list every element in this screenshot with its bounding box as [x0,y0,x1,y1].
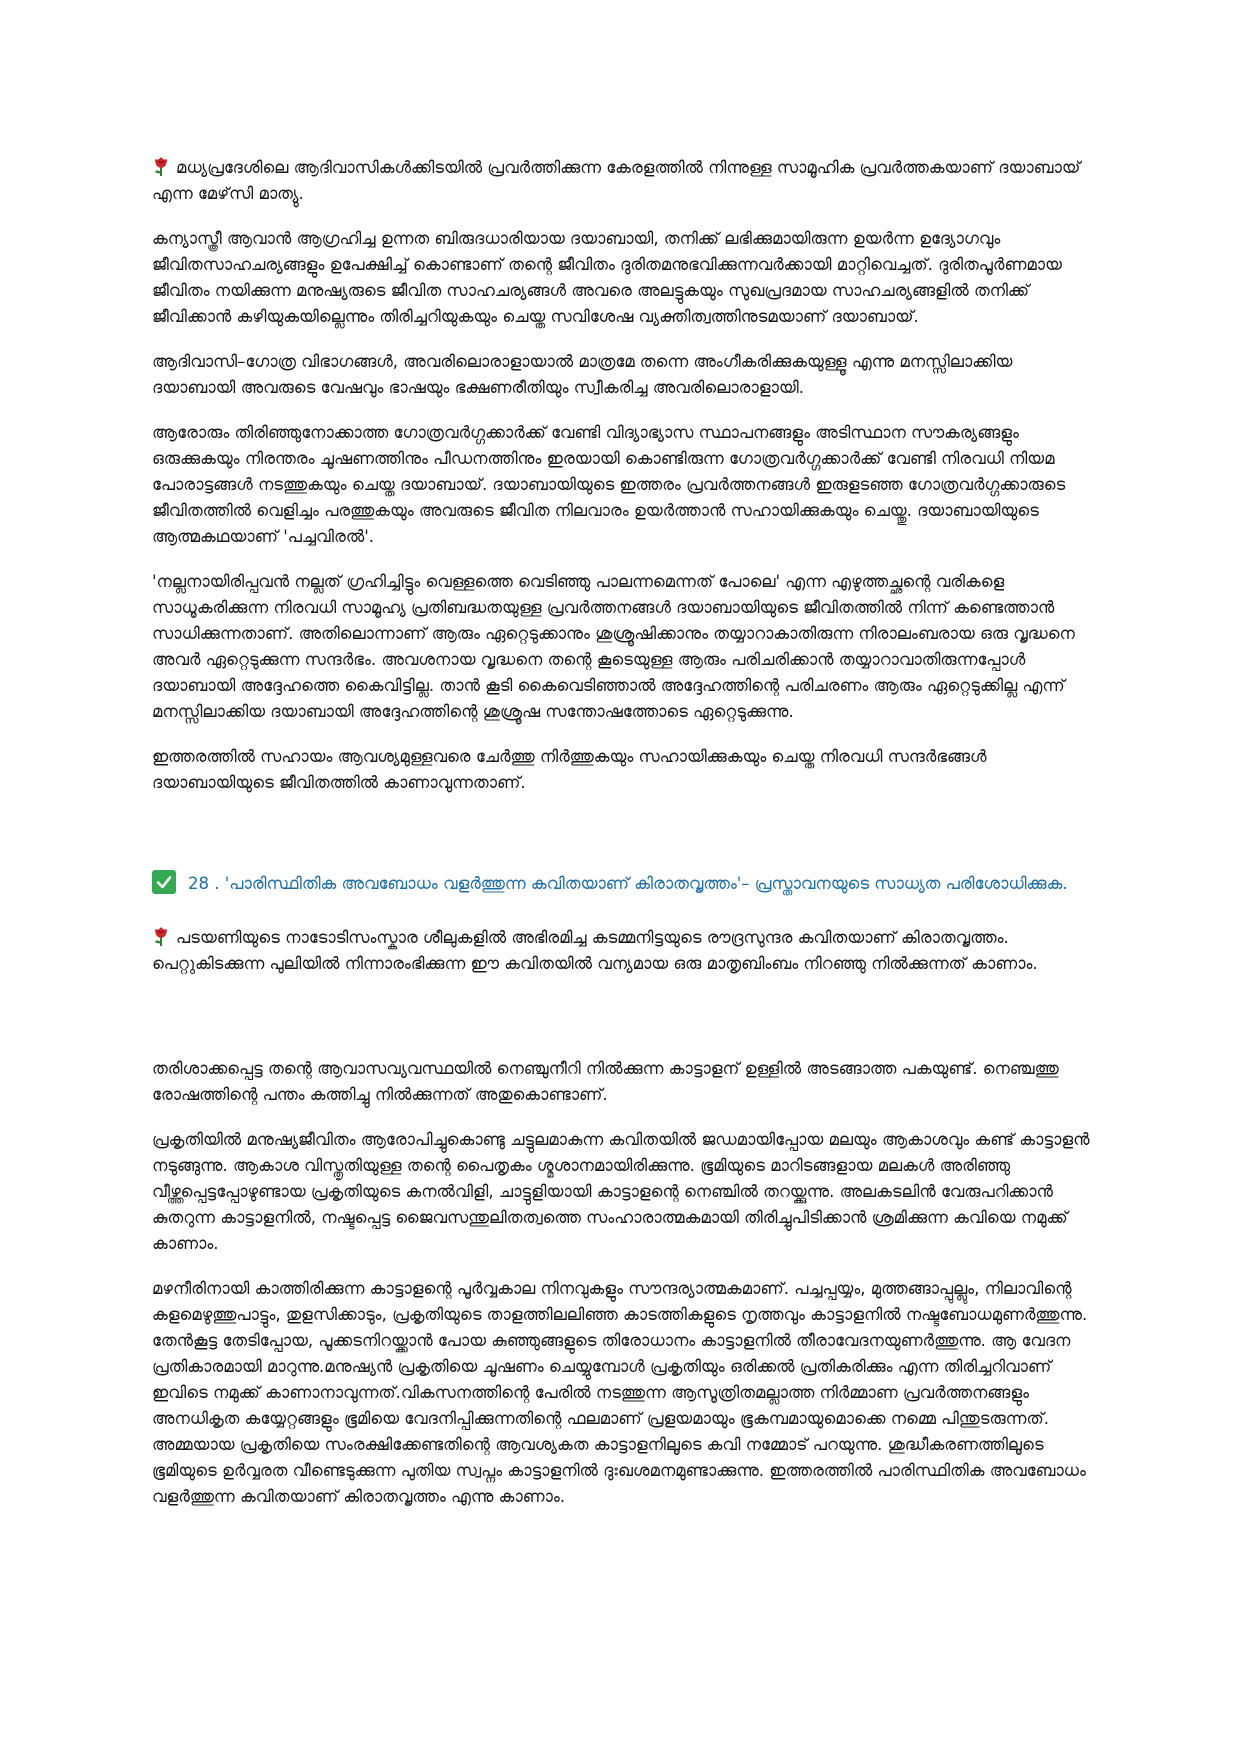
question-heading [152,870,1097,897]
paragraph: മഴനീരിനായി കാത്തിരിക്കുന്ന കാട്ടാളന്റെ പൂർവ്വകാല നിനവുകളും സൗന്ദര്യാത്മകമാണ്. പച്ചപ്പയ്യം, മുത്തങ്ങാപ്പുല്ലും, നിലാവിന്റെ കളമെഴുത്തുപാട്ടും, തുളസിക്കാടും, പ്രകൃതിയുടെ താളത്തിലലിഞ്ഞ കാടത്തികളുടെ നൃത്തവും കാട്ടാളനിൽ നഷ്ടബോധമുണർത്തുന്നു. തേൻകൂട്ട തേടിപ്പോയ, പൂക്കടനിറയ്ക്കാൻ പോയ കുഞ്ഞുങ്ങളുടെ തിരോധാനം കാട്ടാളനിൽ തീരാവേദനയുണർത്തുന്നു. ആ വേദന പ്രതികാരമായി മാറുന്നു.മനുഷ്യൻ പ്രകൃതിയെ ചൂഷണം ചെയ്യുമ്പോൾ പ്രകൃതിയും ഒരിക്കൽ പ്രതികരിക്കും എന്ന തിരിച്ചറിവാണ് ഇവിടെ നമുക്ക് കാണാനാവുന്നത്.വികസനത്തിന്റെ പേരിൽ നടത്തുന്ന ആസൂത്രിതമല്ലാത്ത നിർമ്മാണ പ്രവർത്തനങ്ങളും അനധികൃത കയ്യേറ്റങ്ങളും ഭൂമിയെ വേദനിപ്പിക്കുന്നതിന്റെ ഫലമാണ് പ്രളയമായും ഭൂകമ്പമായുമൊക്കെ നമ്മെ പിന്തുടരുന്നത്. അമ്മയായ പ്രകൃതിയെ സംരക്ഷിക്കേണ്ടതിന്റെ ആവശ്യകത കാട്ടാളനിലൂടെ കവി നമ്മോട് പറയുന്നു. ശുദ്ധീകരണത്തിലൂടെ ഭൂമിയുടെ ഉർവ്വരത വീണ്ടെടുക്കുന്ന പുതിയ സ്വപ്നം കാട്ടാളനിൽ ദുഃഖശമനമുണ്ടാക്കുന്നു. ഇത്തരത്തിൽ പാരിസ്ഥിതിക അവബോധം വളർത്തുന്ന കവിതയാണ് കിരാതവൃത്തം എന്നു കാണാം. [152,1279,1088,1506]
paragraph-intro [152,155,1097,207]
paragraph: 'നല്ലനായിരിപ്പവൻ നല്ലത് ഗ്രഹിച്ചിട്ടും വെള്ളത്തെ വെടിഞ്ഞു പാലന്നമെന്നത് പോലെ' എന്ന എഴുത്തച്ഛന്റെ വരികളെ സാധൂകരിക്കുന്ന നിരവധി സാമൂഹ്യ പ്രതിബദ്ധതയുള്ള പ്രവർത്തനങ്ങൾ ദയാബായിയുടെ ജീവിതത്തിൽ നിന്ന് കണ്ടെത്താൻ സാധിക്കുന്നതാണ്. അതിലൊന്നാണ് ആരും ഏറ്റെടുക്കാനും ശുശ്രൂഷിക്കാനും തയ്യാറാകാതിരുന്ന നിരാലംബരായ ഒരു വൃദ്ധനെ അവർ ഏറ്റെടുക്കുന്ന സന്ദർഭം. അവശനായ വൃദ്ധനെ തന്റെ കൂടെയുള്ള ആരും പരിചരിക്കാൻ തയ്യാറാവാതിരുന്നപ്പോൾ ദയാബായി അദ്ദേഹത്തെ കൈവിട്ടില്ല. താൻ കൂടി കൈവെടിഞ്ഞാൽ അദ്ദേഹത്തിന്റെ പരിചരണം ആരും ഏറ്റെടുക്കില്ല എന്ന് മനസ്സിലാക്കിയ ദയാബായി അദ്ദേഹത്തിന്റെ ശുശ്രൂഷ സന്തോഷത്തോടെ ഏറ്റെടുക്കുന്നു. [152,572,1075,721]
paragraph: പ്രകൃതിയിൽ മനുഷ്യജീവിതം ആരോപിച്ചുകൊണ്ടു ചട്ടുലമാകുന്ന കവിതയിൽ ജഡമായിപ്പോയ മലയും ആകാശവും കണ്ട് കാട്ടാളൻ നടുങ്ങുന്നു. ആകാശ വിസ്തൃതിയുള്ള തന്റെ പൈതൃകം ശ്മശാനമായിരിക്കുന്നു. ഭൂമിയുടെ മാറിടങ്ങളായ മലകൾ അരിഞ്ഞു വീഴ്ത്തപ്പെട്ടപ്പോഴുണ്ടായ പ്രകൃതിയുടെ കനൽവിളി, ചാട്ടുളിയായി കാട്ടാളന്റെ നെഞ്ചിൽ തറയ്ക്കുന്നു. അലകടലിൻ വേരുപറിക്കാൻ കുതറുന്ന കാട്ടാളനിൽ, നഷ്ടപ്പെട്ട ജൈവസന്തുലിതത്വത്തെ സംഹാരാത്മകമായി തിരിച്ചുപിടിക്കാൻ ശ്രമിക്കുന്ന കവിയെ നമുക്ക് കാണാം. [152,1130,1090,1253]
answer-intro-text: പടയണിയുടെ നാടോടിസംസ്കാര ശീലുകളിൽ അഭിരമിച്ച കടമ്മനിട്ടയുടെ രൗദ്രസുന്ദര കവിതയാണ് കിരാതവൃത്തം. പെറ്റുകിടക്കുന്ന പുലിയിൽ നിന്നാരംഭിക്കുന്ന ഈ കവിതയിൽ വന്യമായ ഒരു മാതൃബിംബം നിറഞ്ഞു നിൽക്കുന്നത് കാണാം. [152,928,1038,973]
question-text: 28 . 'പാരിസ്ഥിതിക അവബോധം വളർത്തുന്ന കവിതയാണ് കിരാതവൃത്തം'– പ്രസ്താവനയുടെ സാധ്യത പരിശോധിക്കുക. [188,874,1068,893]
check-mark-icon [152,870,176,894]
rose-icon [152,925,170,947]
paragraph-text: മധ്യപ്രദേശിലെ ആദിവാസികൾക്കിടയിൽ പ്രവർത്തിക്കുന്ന കേരളത്തിൽ നിന്നുള്ള സാമൂഹിക പ്രവർത്തകയാണ് ദയാബായ് എന്ന മേഴ്‌സി മാത്യു. [152,158,1081,203]
paragraph: തരിശാക്കപ്പെട്ട തന്റെ ആവാസവ്യവസ്ഥയിൽ നെഞ്ചുനീറി നിൽക്കുന്ന കാട്ടാളന് ഉള്ളിൽ അടങ്ങാത്ത പകയുണ്ട്. നെഞ്ചത്തു രോഷത്തിന്റെ പന്തം കത്തിച്ചു നിൽക്കുന്നത് അതുകൊണ്ടാണ്. [152,1059,1059,1104]
spacer [152,996,1097,1056]
paragraph: ആരോരും തിരിഞ്ഞുനോക്കാത്ത ഗോത്രവർഗ്ഗക്കാർക്ക് വേണ്ടി വിദ്യാഭ്യാസ സ്ഥാപനങ്ങളും അടിസ്ഥാന സൗകര്യങ്ങളും ഒരുക്കുകയും നിരന്തരം ചൂഷണത്തിനും പീഡനത്തിനും ഇരയായി കൊണ്ടിരുന്ന ഗോത്രവർഗ്ഗക്കാർക്ക് വേണ്ടി നിരവധി നിയമ പോരാട്ടങ്ങൾ നടത്തുകയും ചെയ്ത ദയാബായ്. ദയാബായിയുടെ ഇത്തരം പ്രവർത്തനങ്ങൾ ഇരുളടഞ്ഞ ഗോത്രവർഗ്ഗക്കാരുടെ ജീവിതത്തിൽ വെളിച്ചം പരത്തുകയും അവരുടെ ജീവിത നിലവാരം ഉയർത്താൻ സഹായിക്കുകയും ചെയ്തു. ദയാബായിയുടെ ആത്മകഥയാണ് 'പച്ചവിരൽ'. [152,423,1066,546]
paragraph: കന്യാസ്ത്രീ ആവാൻ ആഗ്രഹിച്ച ഉന്നത ബിരുദധാരിയായ ദയാബായി, തനിക്ക് ലഭിക്കുമായിരുന്ന ഉയർന്ന ഉദ്യോഗവും ജീവിതസാഹചര്യങ്ങളും ഉപേക്ഷിച്ച് കൊണ്ടാണ് തന്റെ ജീവിതം ദുരിതമനുഭവിക്കുന്നവർക്കായി മാറ്റിവെച്ചത്. ദുരിതപൂർണമായ ജീവിതം നയിക്കുന്ന മനുഷ്യരുടെ ജീവിത സാഹചര്യങ്ങൾ അവരെ അലട്ടുകയും സുഖപ്രദമായ സാഹചര്യങ്ങളിൽ തനിക്ക് ജീവിക്കാൻ കഴിയുകയില്ലെന്നും തിരിച്ചറിയുകയും ചെയ്ത സവിശേഷ വ്യക്തിത്വത്തിനുടമയാണ് ദയാബായ്. [152,229,1062,326]
rose-icon [152,155,170,177]
answer-intro [152,925,1097,977]
paragraph: ഇത്തരത്തിൽ സഹായം ആവശ്യമുള്ളവരെ ചേർത്തു നിർത്തുകയും സഹായിക്കുകയും ചെയ്ത നിരവധി സന്ദർഭങ്ങൾ ദയാബായിയുടെ ജീവിതത്തിൽ കാണാവുന്നതാണ്. [152,747,987,792]
document-page [152,155,1097,1529]
spacer [152,815,1097,870]
paragraph: ആദിവാസി–ഗോത്ര വിഭാഗങ്ങൾ, അവരിലൊരാളായാൽ മാത്രമേ തന്നെ അംഗീകരിക്കുകയുള്ളൂ എന്നു മനസ്സിലാക്കിയ ദയാബായി അവരുടെ വേഷവും ഭാഷയും ഭക്ഷണരീതിയും സ്വീകരിച്ച അവരിലൊരാളായി. [152,352,1013,397]
